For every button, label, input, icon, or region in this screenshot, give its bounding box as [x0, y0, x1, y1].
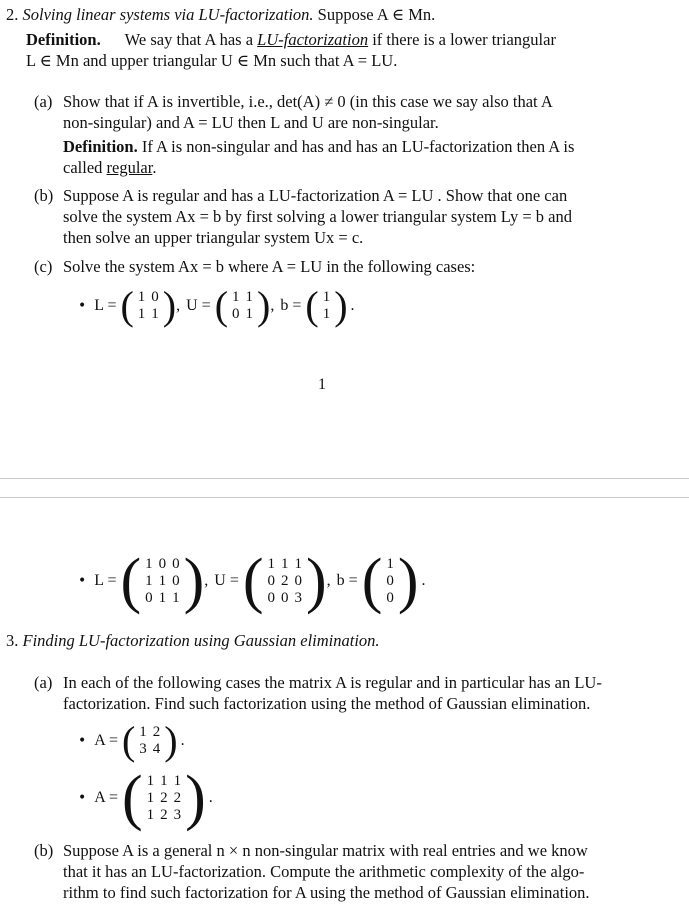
matrix-cell: 2	[173, 789, 182, 806]
matrix-U-case1: ( 1 1 0 1 )	[214, 283, 271, 328]
problem-2-number: 2.	[6, 5, 19, 24]
matrix-cell: 3	[139, 741, 147, 757]
comma: ,	[326, 572, 331, 589]
definition-text-b: if there is a lower triangular	[372, 30, 556, 49]
matrix-cell: 1	[160, 772, 168, 789]
problem-2-heading	[6, 4, 435, 25]
matrix-cell: 3	[173, 806, 182, 823]
matrix-cell: 1	[151, 306, 159, 322]
matrix-cell: 1	[281, 555, 289, 572]
matrix-cell: 0	[386, 589, 394, 606]
comma: ,	[270, 297, 275, 314]
part-2c-label: (c)	[34, 257, 53, 276]
case-A2-equation	[78, 766, 213, 830]
matrix-cell: 1	[173, 772, 182, 789]
matrix-cell: 0	[267, 572, 276, 589]
part-2b-label: (b)	[34, 186, 54, 205]
L-equals: L =	[94, 572, 117, 589]
case-A1-equation	[78, 719, 185, 763]
matrix-cell: 1	[267, 555, 276, 572]
matrix-cell: 1	[146, 806, 155, 823]
matrix-cell: 1	[145, 572, 153, 589]
matrix-cell: 1	[294, 555, 303, 572]
L-equals: L =	[94, 297, 117, 314]
definition-label: Definition.	[26, 30, 101, 49]
part-2a-line-1: Show that if A is invertible, i.e., det(A) ≠ 0 (in this case we say also that A	[63, 92, 553, 111]
matrix-cell: 0	[386, 572, 394, 589]
part-3b-line-2: that it has an LU-factorization. Compute the arithmetic complexity of the algo-	[63, 862, 585, 881]
period: .	[180, 732, 185, 749]
matrix-cell: 1	[245, 289, 254, 305]
part-2a-line-2: non-singular) and A = LU then L and U are non-singular.	[63, 113, 439, 132]
page-separator-top	[0, 478, 689, 479]
part-3a-line-2: factorization. Find such factorization using the method of Gaussian elimination.	[63, 694, 591, 713]
definition-regular-term: regular	[106, 158, 153, 177]
problem-3-number: 3.	[6, 631, 19, 650]
definition-regular-label: Definition.	[63, 137, 138, 156]
bullet: •	[78, 298, 87, 314]
bullet: •	[78, 573, 87, 589]
matrix-cell: 0	[172, 572, 180, 589]
case-1-equation	[78, 284, 355, 328]
matrix-cell: 1	[322, 289, 331, 305]
matrix-cell: 1	[245, 306, 254, 322]
part-2b-line-1: Suppose A is regular and has a LU-factorization A = LU . Show that one can	[63, 186, 568, 205]
matrix-cell: 1	[322, 306, 331, 322]
b-equals: b =	[280, 297, 302, 314]
U-equals: U =	[186, 297, 211, 314]
part-3b-line-3: rithm to find such factorization for A using the method of Gaussian elimination.	[63, 883, 590, 902]
vector-b-case2: ( 1 0 0 )	[361, 547, 419, 615]
vector-b-case1: ( 1 1 )	[305, 283, 348, 328]
part-2b-line-2: solve the system Ax = b by first solving a lower triangular system Ly = b and	[63, 207, 572, 226]
page-number: 1	[318, 376, 326, 393]
definition-term: LU-factorization	[257, 30, 369, 49]
part-3b-line-1: Suppose A is a general n × n non-singular matrix with real entries and we know	[63, 841, 588, 860]
matrix-cell: 1	[172, 589, 180, 606]
matrix-cell: 1	[145, 555, 153, 572]
matrix-A2: ( 1 1 1 1 2 2 1 2 3 )	[121, 764, 206, 832]
A-equals: A =	[94, 732, 118, 749]
definition-lu	[26, 29, 556, 50]
bullet: •	[78, 733, 87, 749]
matrix-cell: 3	[294, 589, 303, 606]
matrix-cell: 0	[232, 306, 240, 322]
matrix-cell: 2	[160, 789, 168, 806]
matrix-cell: 1	[146, 772, 155, 789]
matrix-U-case2: ( 1 1 1 0 2 0 0 0 3 )	[242, 547, 327, 615]
matrix-cell: 1	[232, 289, 240, 305]
matrix-cell: 0	[145, 589, 153, 606]
definition-regular-line-1: If A is non-singular and has and has an LU-factorization then A is	[141, 137, 575, 156]
b-equals: b =	[336, 572, 358, 589]
part-2a-label: (a)	[34, 92, 53, 111]
matrix-L-case2: ( 1 0 0 1 1 0 0 1 1 )	[120, 547, 205, 615]
period: .	[208, 789, 213, 806]
problem-3-title: Finding LU-factorization using Gaussian elimination.	[22, 631, 380, 650]
matrix-cell: 2	[160, 806, 168, 823]
definition-text-a: We say that A has a	[124, 30, 254, 49]
U-equals: U =	[214, 572, 239, 589]
comma: ,	[204, 572, 209, 589]
part-3b-label: (b)	[34, 841, 54, 860]
matrix-L-case1: ( 1 0 1 1 )	[120, 283, 177, 328]
matrix-cell: 1	[137, 289, 146, 305]
part-2c-line-1: Solve the system Ax = b where A = LU in the following cases:	[63, 257, 476, 276]
matrix-A1: ( 1 2 3 4 )	[121, 718, 178, 763]
problem-3-heading	[6, 630, 380, 651]
page-separator-bottom	[0, 497, 689, 498]
part-3a-label: (a)	[34, 673, 53, 692]
problem-2-title: Solving linear systems via LU-factorization.	[22, 5, 314, 24]
matrix-cell: 0	[151, 289, 159, 305]
matrix-cell: 1	[158, 572, 167, 589]
A-equals: A =	[94, 789, 118, 806]
period: .	[350, 297, 355, 314]
matrix-cell: 1	[139, 724, 147, 740]
comma: ,	[176, 297, 181, 314]
period: .	[421, 572, 426, 589]
problem-2-title-tail: Suppose A ∈ Mn.	[317, 5, 436, 24]
matrix-cell: 0	[158, 555, 167, 572]
matrix-cell: 4	[152, 741, 161, 757]
case-2-equation	[78, 547, 426, 615]
matrix-cell: 2	[152, 724, 161, 740]
matrix-cell: 2	[281, 572, 289, 589]
definition-regular-period: .	[152, 158, 157, 177]
definition-line-2: L ∈ Mn and upper triangular U ∈ Mn such that A = LU.	[26, 51, 398, 70]
matrix-cell: 0	[281, 589, 289, 606]
part-2b-line-3: then solve an upper triangular system Ux = c.	[63, 228, 364, 247]
matrix-cell: 0	[294, 572, 303, 589]
definition-regular	[63, 136, 574, 157]
matrix-cell: 0	[172, 555, 180, 572]
matrix-cell: 1	[158, 589, 167, 606]
matrix-cell: 1	[137, 306, 146, 322]
definition-regular-line-2	[63, 157, 156, 178]
matrix-cell: 1	[386, 555, 394, 572]
matrix-cell: 1	[146, 789, 155, 806]
bullet: •	[78, 790, 87, 806]
part-3a-line-1: In each of the following cases the matrix A is regular and in particular has an LU-	[63, 673, 602, 692]
definition-regular-called: called	[63, 158, 103, 177]
matrix-cell: 0	[267, 589, 276, 606]
